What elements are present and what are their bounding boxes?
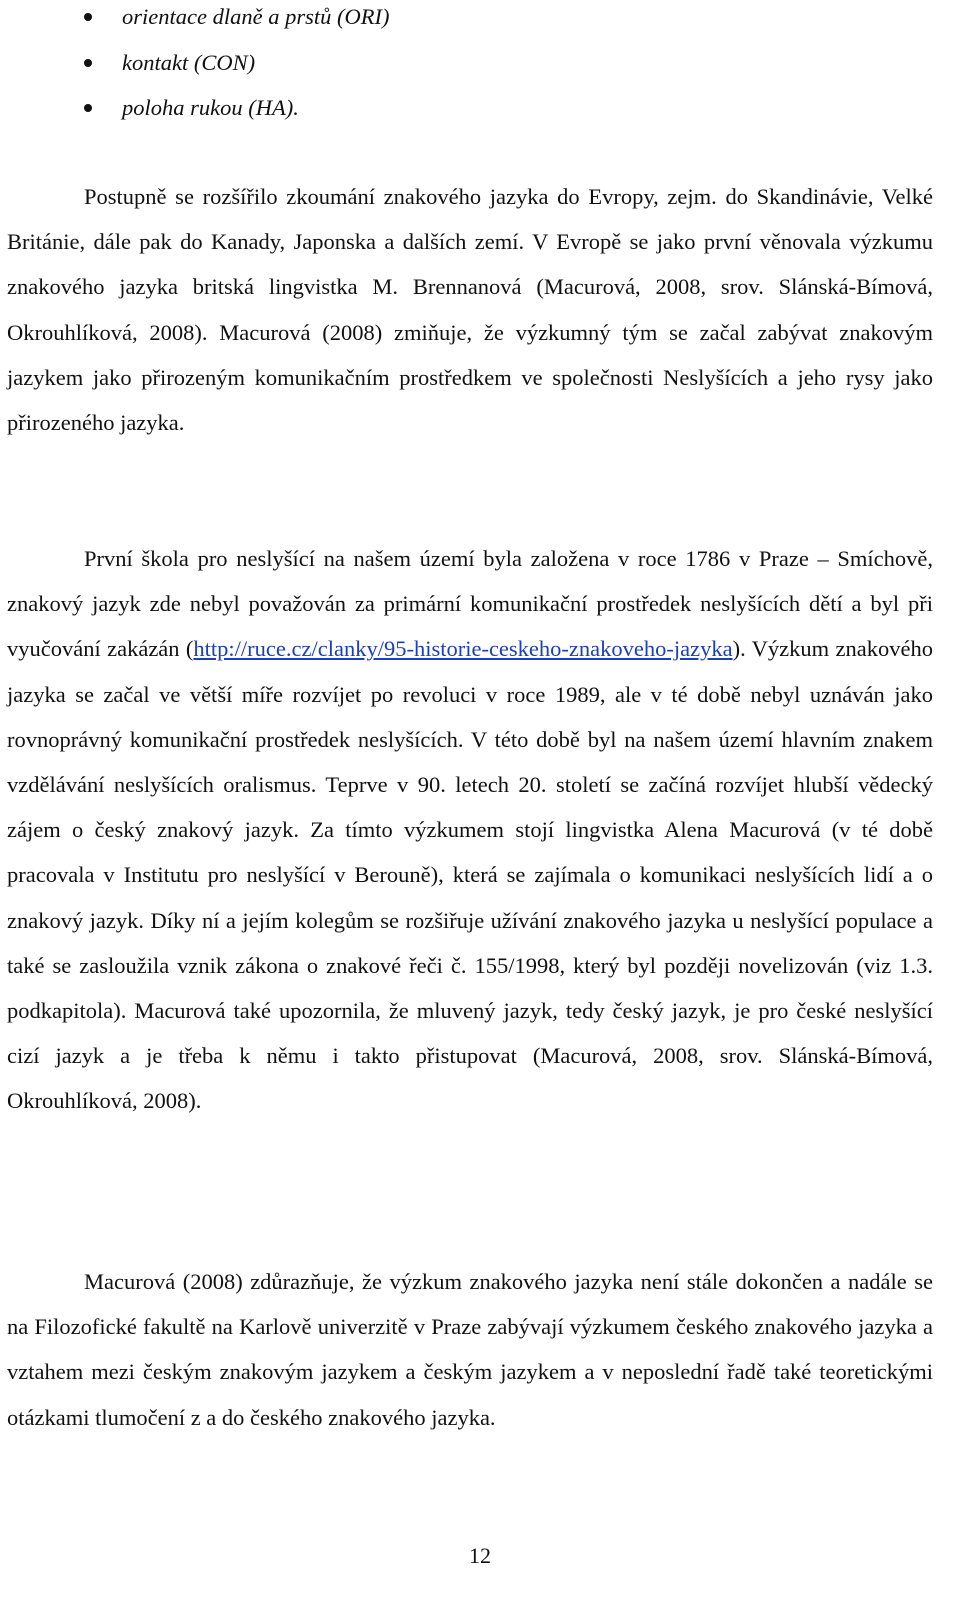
paragraph-research-ongoing: Macurová (2008) zdůrazňuje, že výzkum znakového jazyka není stále dokončen a nadále se na Filozofické fakultě na Karlově univerzitě v Praze zabývají výzkumem českého znakového jazyka a vztahem mezi českým znakovým jazykem a českým jazykem a v neposlední řadě také teoretickými otázkami tlumočení z a do českého znakového jazyka. xyxy=(7,1269,933,1430)
paragraph-research-spread: Postupně se rozšířilo zkoumání znakového jazyka do Evropy, zejm. do Skandinávie, Velké Británie, dále pak do Kanady, Japonska a dalších zemí. V Evropě se jako první věnovala výzkumu znakového jazyka britská lingvistka M. Brennanová (Macurová, 2008, srov. Slánská-Bímová, Okrouhlíková, 2008). Macurová (2008) zmiňuje, že výzkumný tým se začal zabývat znakovým jazykem jako přirozeným komunikačním prostředkem ve společnosti Neslyšících a jeho rysy jako přirozeného jazyka. xyxy=(7,184,933,436)
bullet-dot-icon xyxy=(84,59,92,67)
paragraph-first-school xyxy=(7,536,933,1124)
bullet-item xyxy=(0,0,960,40)
bullet-text: orientace dlaně a prstů (ORI) xyxy=(122,4,390,29)
bullet-text: kontakt (CON) xyxy=(122,49,256,75)
paragraph-text-before-link: První škola pro neslyšící na našem území byla založena v roce 1786 v Praze – Smíchově, znakový jazyk zde nebyl považován za primární komunikační prostředek neslyšících dětí a byl při vyučování zakázán ( xyxy=(7,546,933,662)
bullet-dot-icon xyxy=(84,104,92,112)
bullet-dot-icon xyxy=(84,13,92,21)
bullet-list xyxy=(0,0,960,131)
bullet-text: poloha rukou (HA). xyxy=(122,95,299,120)
page-number: 12 xyxy=(469,1543,491,1568)
paragraph-text-after-link: ). Výzkum znakového jazyka se začal ve větší míře rozvíjet po revoluci v roce 1989, ale v té době nebyl uznáván jako rovnoprávný komunikační prostředek neslyšících. V této době byl na našem území hlavním znakem vzdělávání neslyšících oralismus. Teprve v 90. letech 20. století se začíná rozvíjet hlubší vědecký zájem o český znakový jazyk. Za tímto výzkumem stojí lingvistka Alena Macurová (v té době pracovala v Institutu pro neslyšící v Berouně), která se zajímala o komunikaci neslyšících lidí a o znakový jazyk. Díky ní a jejím kolegům se rozšiřuje užívání znakového jazyka u neslyšící populace a také se zasloužila vznik zákona o znakové řeči č. 155/1998, který byl později novelizován (viz 1.3. podkapitola). Macurová také upozornila, že mluvený jazyk, tedy český jazyk, je pro české neslyšící cizí jazyk a je třeba k němu i takto přistupovat (Macurová, 2008, srov. Slánská-Bímová, Okrouhlíková, 2008). xyxy=(7,636,933,1114)
bullet-item xyxy=(0,40,960,86)
source-link[interactable]: http://ruce.cz/clanky/95-historie-ceskeho-znakoveho-jazyka xyxy=(193,636,733,662)
bullet-item xyxy=(0,85,960,131)
